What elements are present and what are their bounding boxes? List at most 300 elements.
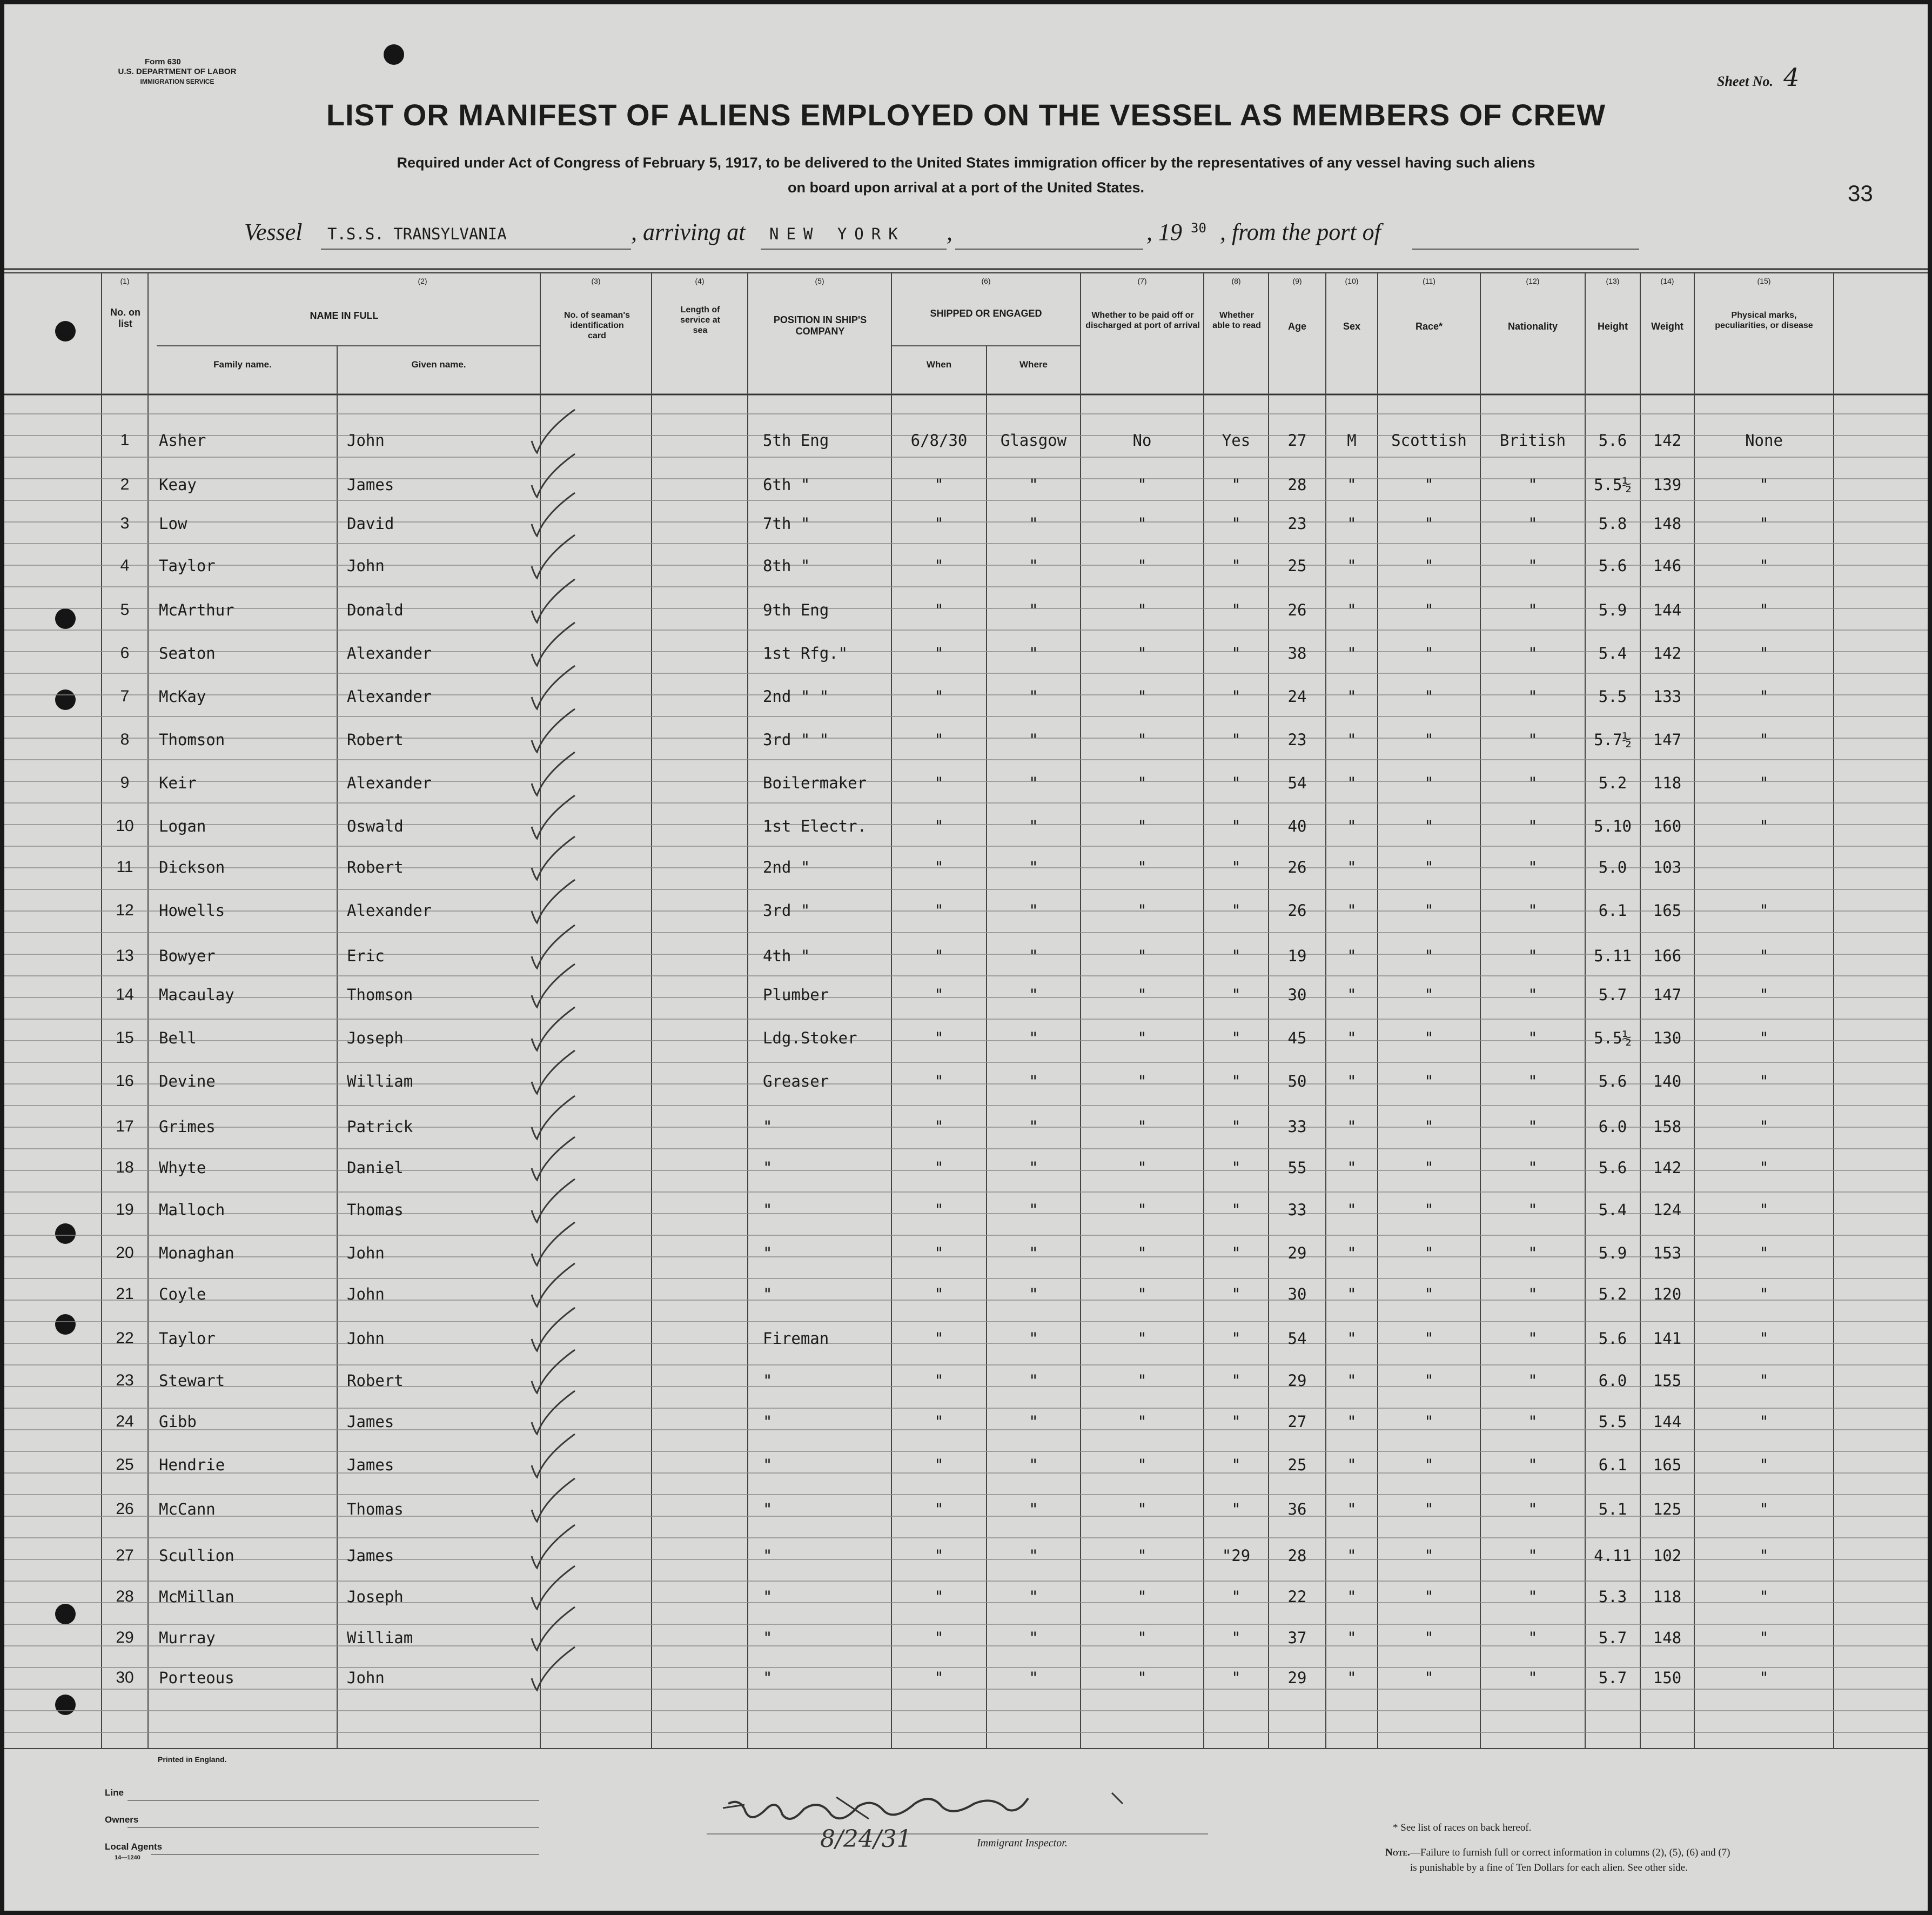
year-suffix: 30 [1191, 220, 1206, 236]
year-prefix: , 19 [1146, 219, 1182, 245]
sex-cell: " [1347, 1201, 1357, 1219]
shipped-when-cell: " [934, 1029, 944, 1047]
header-when: When [926, 359, 952, 370]
column-number: (4) [695, 277, 705, 285]
shipped-when-cell: " [934, 514, 944, 533]
shipped-when-cell: " [934, 1500, 944, 1518]
weight-cell: 155 [1653, 1371, 1682, 1390]
shipped-when-cell: " [934, 644, 944, 662]
column-number: (2) [418, 277, 427, 285]
sex-cell: " [1347, 476, 1357, 494]
nationality-cell: " [1528, 901, 1538, 920]
weight-cell: 160 [1653, 817, 1682, 835]
given-name-cell: John [347, 431, 385, 450]
family-name-cell: Coyle [159, 1285, 206, 1303]
family-name-cell: Taylor [159, 557, 216, 575]
physical-marks-cell: " [1759, 1669, 1769, 1687]
row-number-cell: 24 [116, 1412, 134, 1430]
position-cell: " [763, 1201, 773, 1219]
nationality-cell: " [1528, 601, 1538, 619]
shipped-where-cell: " [1029, 644, 1038, 662]
shipped-where-cell: " [1029, 774, 1038, 792]
position-cell: Boilermaker [763, 774, 867, 792]
able-to-read-cell: " [1231, 901, 1241, 920]
paid-off-cell: " [1137, 986, 1147, 1004]
family-name-cell: Dickson [159, 858, 225, 876]
shipped-when-cell: " [934, 1201, 944, 1219]
weight-cell: 144 [1653, 601, 1682, 619]
column-number: (10) [1345, 277, 1359, 285]
vessel-label: Vessel [244, 219, 303, 245]
nationality-cell: " [1528, 1500, 1538, 1518]
nationality-cell: " [1528, 817, 1538, 835]
weight-cell: 118 [1653, 774, 1682, 792]
shipped-where-cell: Glasgow [1000, 431, 1067, 450]
able-to-read-cell: " [1231, 947, 1241, 965]
shipped-when-cell: " [934, 1669, 944, 1687]
weight-cell: 142 [1653, 1159, 1682, 1177]
height-cell: 5.7 [1598, 1629, 1627, 1647]
row-number-cell: 22 [116, 1329, 134, 1347]
able-to-read-cell: " [1231, 476, 1241, 494]
column-number: (5) [815, 277, 824, 285]
race-cell: " [1424, 1159, 1434, 1177]
given-name-cell: John [347, 1329, 385, 1348]
shipped-when-cell: " [934, 986, 944, 1004]
family-name-cell: Bell [159, 1029, 197, 1047]
age-cell: 33 [1287, 1201, 1307, 1219]
race-cell: " [1424, 901, 1434, 920]
weight-cell: 120 [1653, 1285, 1682, 1303]
height-cell: 5.7 [1598, 986, 1627, 1004]
position-cell: Fireman [763, 1329, 829, 1348]
race-cell: " [1424, 1412, 1434, 1431]
race-cell: " [1424, 1456, 1434, 1474]
position-cell: Greaser [763, 1072, 829, 1090]
weight-cell: 147 [1653, 986, 1682, 1004]
physical-marks-cell: " [1759, 644, 1769, 662]
column-number: (12) [1526, 277, 1540, 285]
row-number-cell: 14 [116, 986, 134, 1003]
paid-off-cell: " [1137, 1412, 1147, 1431]
able-to-read-cell: " [1231, 557, 1241, 575]
sex-cell: " [1347, 1159, 1357, 1177]
row-number-cell: 19 [116, 1201, 134, 1218]
weight-cell: 150 [1653, 1669, 1682, 1687]
weight-cell: 133 [1653, 687, 1682, 706]
able-to-read-cell: " [1231, 1588, 1241, 1606]
height-cell: 5.4 [1598, 644, 1627, 662]
row-number-cell: 28 [116, 1588, 134, 1605]
row-number-cell: 4 [120, 557, 130, 574]
column-number: (15) [1757, 277, 1771, 285]
shipped-where-cell: " [1029, 1029, 1038, 1047]
age-cell: 25 [1287, 1456, 1307, 1474]
weight-cell: 139 [1653, 476, 1682, 494]
sex-cell: M [1347, 431, 1357, 450]
physical-marks-cell: " [1759, 557, 1769, 575]
column-number: (14) [1660, 277, 1674, 285]
sex-cell: " [1347, 731, 1357, 749]
shipped-where-cell: " [1029, 1546, 1038, 1565]
family-name-cell: Stewart [159, 1371, 225, 1390]
nationality-cell: " [1528, 1072, 1538, 1090]
age-cell: 28 [1287, 476, 1307, 494]
age-cell: 26 [1287, 601, 1307, 619]
owners-label: Owners [105, 1814, 139, 1825]
shipped-where-cell: " [1029, 858, 1038, 876]
paid-off-cell: " [1137, 1500, 1147, 1518]
physical-marks-cell: " [1759, 601, 1769, 619]
header-service-length: Length of service at sea [680, 305, 720, 335]
shipped-when-cell: " [934, 1117, 944, 1136]
race-cell: " [1424, 644, 1434, 662]
weight-cell: 158 [1653, 1117, 1682, 1136]
able-to-read-cell: " [1231, 601, 1241, 619]
physical-marks-cell: " [1759, 1371, 1769, 1390]
shipped-where-cell: " [1029, 557, 1038, 575]
weight-cell: 144 [1653, 1412, 1682, 1431]
paid-off-cell: " [1137, 1159, 1147, 1177]
position-cell: 5th Eng [763, 431, 829, 450]
age-cell: 45 [1287, 1029, 1307, 1047]
row-number-cell: 5 [120, 601, 130, 619]
paid-off-cell: " [1137, 817, 1147, 835]
paid-off-cell: " [1137, 1329, 1147, 1348]
height-cell: 5.7 [1598, 1669, 1627, 1687]
header-sex: Sex [1343, 321, 1361, 332]
nationality-cell: " [1528, 476, 1538, 494]
nationality-cell: " [1528, 1456, 1538, 1474]
paid-off-cell: " [1137, 774, 1147, 792]
row-number-cell: 11 [116, 858, 133, 876]
row-number-cell: 27 [116, 1546, 134, 1564]
paid-off-cell: " [1137, 1072, 1147, 1090]
shipped-where-cell: " [1029, 687, 1038, 706]
shipped-when-cell: " [934, 901, 944, 920]
paid-off-cell: " [1137, 514, 1147, 533]
family-name-cell: Murray [159, 1629, 216, 1647]
family-name-cell: McCann [159, 1500, 216, 1518]
weight-cell: 102 [1653, 1546, 1682, 1565]
given-name-cell: Joseph [347, 1029, 404, 1047]
sex-cell: " [1347, 1500, 1357, 1518]
race-cell: " [1424, 817, 1434, 835]
shipped-when-cell: " [934, 557, 944, 575]
physical-marks-cell: " [1759, 514, 1769, 533]
weight-cell: 165 [1653, 901, 1682, 920]
age-cell: 25 [1287, 557, 1307, 575]
shipped-when-cell: " [934, 1329, 944, 1348]
shipped-where-cell: " [1029, 947, 1038, 965]
paid-off-cell: No [1132, 431, 1152, 450]
race-cell: " [1424, 774, 1434, 792]
shipped-when-cell: " [934, 1285, 944, 1303]
race-cell: " [1424, 1329, 1434, 1348]
shipped-where-cell: " [1029, 817, 1038, 835]
height-cell: 5.11 [1594, 947, 1632, 965]
shipped-when-cell: " [934, 1456, 944, 1474]
position-cell: " [763, 1669, 773, 1687]
immigrant-inspector-label: Immigrant Inspector. [977, 1837, 1068, 1849]
weight-cell: 125 [1653, 1500, 1682, 1518]
shipped-where-cell: " [1029, 1500, 1038, 1518]
header-marks: Physical marks, peculiarities, or disease [1715, 311, 1813, 330]
row-number-cell: 20 [116, 1244, 134, 1262]
age-cell: 29 [1287, 1371, 1307, 1390]
nationality-cell: " [1528, 557, 1538, 575]
race-cell: " [1424, 1629, 1434, 1647]
physical-marks-cell: " [1759, 1244, 1769, 1262]
physical-marks-cell: " [1759, 901, 1769, 920]
signature-date: 8/24/31 [820, 1825, 912, 1853]
position-cell: 1st Electr. [763, 817, 867, 835]
able-to-read-cell: " [1231, 1629, 1241, 1647]
nationality-cell: " [1528, 1201, 1538, 1219]
physical-marks-cell: " [1759, 1500, 1769, 1518]
height-cell: 5.6 [1598, 1159, 1627, 1177]
able-to-read-cell: " [1231, 1371, 1241, 1390]
paid-off-cell: " [1137, 858, 1147, 876]
physical-marks-cell: " [1759, 1201, 1769, 1219]
nationality-cell: " [1528, 731, 1538, 749]
position-cell: 6th " [763, 476, 810, 494]
printed-in-england: Printed in England. [158, 1755, 227, 1764]
shipped-when-cell: " [934, 1412, 944, 1431]
paid-off-cell: " [1137, 1371, 1147, 1390]
physical-marks-cell: " [1759, 947, 1769, 965]
shipped-where-cell: " [1029, 601, 1038, 619]
sex-cell: " [1347, 1629, 1357, 1647]
race-cell: " [1424, 1588, 1434, 1606]
race-cell: " [1424, 1546, 1434, 1565]
shipped-when-cell: " [934, 1159, 944, 1177]
sex-cell: " [1347, 774, 1357, 792]
header-position: POSITION IN SHIP'S COMPANY [773, 314, 867, 337]
given-name-cell: John [347, 1669, 385, 1687]
age-cell: 54 [1287, 1329, 1307, 1348]
height-cell: 5.10 [1594, 817, 1632, 835]
given-name-cell: Alexander [347, 644, 432, 662]
column-number: (6) [981, 277, 991, 285]
height-cell: 5.6 [1598, 431, 1627, 450]
position-cell: 2nd " [763, 858, 810, 876]
race-cell: " [1424, 858, 1434, 876]
shipped-where-cell: " [1029, 476, 1038, 494]
row-number-cell: 7 [120, 687, 130, 705]
header-height: Height [1598, 321, 1628, 332]
race-cell: " [1424, 1669, 1434, 1687]
sex-cell: " [1347, 1546, 1357, 1565]
row-number-cell: 16 [116, 1072, 134, 1090]
age-cell: 27 [1287, 431, 1307, 450]
column-number: (1) [120, 277, 130, 285]
header-where: Where [1019, 359, 1048, 370]
paid-off-cell: " [1137, 1201, 1147, 1219]
weight-cell: 147 [1653, 731, 1682, 749]
row-number-cell: 2 [120, 476, 130, 493]
age-cell: 19 [1287, 947, 1307, 965]
shipped-when-cell: " [934, 1546, 944, 1565]
header-age: Age [1287, 321, 1306, 332]
race-cell: " [1424, 557, 1434, 575]
given-name-cell: Thomas [347, 1500, 404, 1518]
sex-cell: " [1347, 1412, 1357, 1431]
shipped-when-cell: " [934, 1629, 944, 1647]
paid-off-cell: " [1137, 1588, 1147, 1606]
arrival-port: NEW YORK [769, 225, 905, 243]
paid-off-cell: " [1137, 1117, 1147, 1136]
nationality-cell: " [1528, 1029, 1538, 1047]
sex-cell: " [1347, 1329, 1357, 1348]
given-name-cell: John [347, 1285, 385, 1303]
age-cell: 55 [1287, 1159, 1307, 1177]
weight-cell: 166 [1653, 947, 1682, 965]
sex-cell: " [1347, 687, 1357, 706]
shipped-where-cell: " [1029, 1371, 1038, 1390]
nationality-cell: " [1528, 514, 1538, 533]
department-name: U.S. DEPARTMENT OF LABOR [118, 67, 237, 76]
physical-marks-cell: " [1759, 1412, 1769, 1431]
position-cell: Plumber [763, 986, 829, 1004]
shipped-where-cell: " [1029, 514, 1038, 533]
height-cell: 4.11 [1594, 1546, 1632, 1565]
position-cell: 3rd " " [763, 731, 829, 749]
nationality-cell: " [1528, 1629, 1538, 1647]
nationality-cell: " [1528, 774, 1538, 792]
given-name-cell: James [347, 1546, 394, 1565]
given-name-cell: Daniel [347, 1159, 404, 1177]
paid-off-cell: " [1137, 947, 1147, 965]
family-name-cell: Low [159, 514, 187, 533]
sex-cell: " [1347, 817, 1357, 835]
family-name-cell: Hendrie [159, 1456, 225, 1474]
sex-cell: " [1347, 947, 1357, 965]
family-name-cell: McMillan [159, 1588, 234, 1606]
row-number-cell: 30 [116, 1669, 134, 1686]
weight-cell: 130 [1653, 1029, 1682, 1047]
sex-cell: " [1347, 1244, 1357, 1262]
shipped-where-cell: " [1029, 731, 1038, 749]
position-cell: " [763, 1500, 773, 1518]
form-number: Form 630 [145, 57, 181, 66]
able-to-read-cell: " [1231, 731, 1241, 749]
height-cell: 5.6 [1598, 1072, 1627, 1090]
nationality-cell: " [1528, 644, 1538, 662]
sex-cell: " [1347, 514, 1357, 533]
shipped-where-cell: " [1029, 1329, 1038, 1348]
given-name-cell: Robert [347, 1371, 404, 1390]
weight-cell: 165 [1653, 1456, 1682, 1474]
race-cell: " [1424, 1244, 1434, 1262]
paid-off-cell: " [1137, 731, 1147, 749]
nationality-cell: " [1528, 1329, 1538, 1348]
family-name-cell: Scullion [159, 1546, 234, 1565]
given-name-cell: Joseph [347, 1588, 404, 1606]
height-cell: 5.1 [1598, 1500, 1627, 1518]
sex-cell: " [1347, 601, 1357, 619]
line-label: Line [105, 1787, 124, 1798]
manifest-sheet [4, 4, 1928, 1911]
age-cell: 28 [1287, 1546, 1307, 1565]
age-cell: 22 [1287, 1588, 1307, 1606]
age-cell: 37 [1287, 1629, 1307, 1647]
height-cell: 6.0 [1598, 1371, 1627, 1390]
able-to-read-cell: " [1231, 514, 1241, 533]
age-cell: 23 [1287, 731, 1307, 749]
sex-cell: " [1347, 1029, 1357, 1047]
able-to-read-cell: " [1231, 1456, 1241, 1474]
given-name-cell: Thomas [347, 1201, 404, 1219]
row-number-cell: 1 [120, 431, 130, 449]
family-name-cell: Asher [159, 431, 206, 450]
header-family-name: Family name. [213, 359, 272, 370]
family-name-cell: Gibb [159, 1412, 197, 1431]
height-cell: 6.1 [1598, 901, 1627, 920]
given-name-cell: Thomson [347, 986, 413, 1004]
age-cell: 27 [1287, 1412, 1307, 1431]
family-name-cell: Macaulay [159, 986, 234, 1004]
paid-off-cell: " [1137, 1285, 1147, 1303]
service-name: IMMIGRATION SERVICE [140, 78, 214, 85]
sex-cell: " [1347, 986, 1357, 1004]
row-number-cell: 12 [116, 901, 134, 919]
paid-off-cell: " [1137, 1244, 1147, 1262]
paid-off-cell: " [1137, 644, 1147, 662]
given-name-cell: Alexander [347, 774, 432, 792]
nationality-cell: " [1528, 986, 1538, 1004]
height-cell: 5.9 [1598, 601, 1627, 619]
paid-off-cell: " [1137, 1029, 1147, 1047]
column-number: (8) [1231, 277, 1241, 285]
age-cell: 24 [1287, 687, 1307, 706]
race-cell: " [1424, 1201, 1434, 1219]
header-shipped: SHIPPED OR ENGAGED [930, 308, 1042, 319]
nationality-cell: " [1528, 1371, 1538, 1390]
age-cell: 38 [1287, 644, 1307, 662]
race-cell: " [1424, 1029, 1434, 1047]
sex-cell: " [1347, 557, 1357, 575]
row-number-cell: 26 [116, 1500, 134, 1518]
family-name-cell: Bowyer [159, 947, 216, 965]
paid-off-cell: " [1137, 1456, 1147, 1474]
weight-cell: 124 [1653, 1201, 1682, 1219]
shipped-when-cell: " [934, 1371, 944, 1390]
family-name-cell: Monaghan [159, 1244, 234, 1262]
physical-marks-cell: " [1759, 817, 1769, 835]
physical-marks-cell: " [1759, 687, 1769, 706]
penalty-note-line-2: is punishable by a fine of Ten Dollars for each alien. See other side. [1410, 1862, 1688, 1873]
paid-off-cell: " [1137, 476, 1147, 494]
paid-off-cell: " [1137, 557, 1147, 575]
family-name-cell: Devine [159, 1072, 216, 1090]
shipped-where-cell: " [1029, 1629, 1038, 1647]
shipped-where-cell: " [1029, 1201, 1038, 1219]
race-cell: " [1424, 1371, 1434, 1390]
height-cell: 5.2 [1598, 774, 1627, 792]
height-cell: 5.5½ [1594, 1029, 1632, 1047]
position-cell: " [763, 1285, 773, 1303]
position-cell: " [763, 1588, 773, 1606]
shipped-when-cell: " [934, 817, 944, 835]
height-cell: 5.6 [1598, 1329, 1627, 1348]
able-to-read-cell: " [1231, 1285, 1241, 1303]
local-agents-label: Local Agents [105, 1842, 163, 1852]
shipped-when-cell: " [934, 774, 944, 792]
age-cell: 29 [1287, 1244, 1307, 1262]
position-cell: 4th " [763, 947, 810, 965]
form-code: 14—1240 [115, 1854, 140, 1861]
